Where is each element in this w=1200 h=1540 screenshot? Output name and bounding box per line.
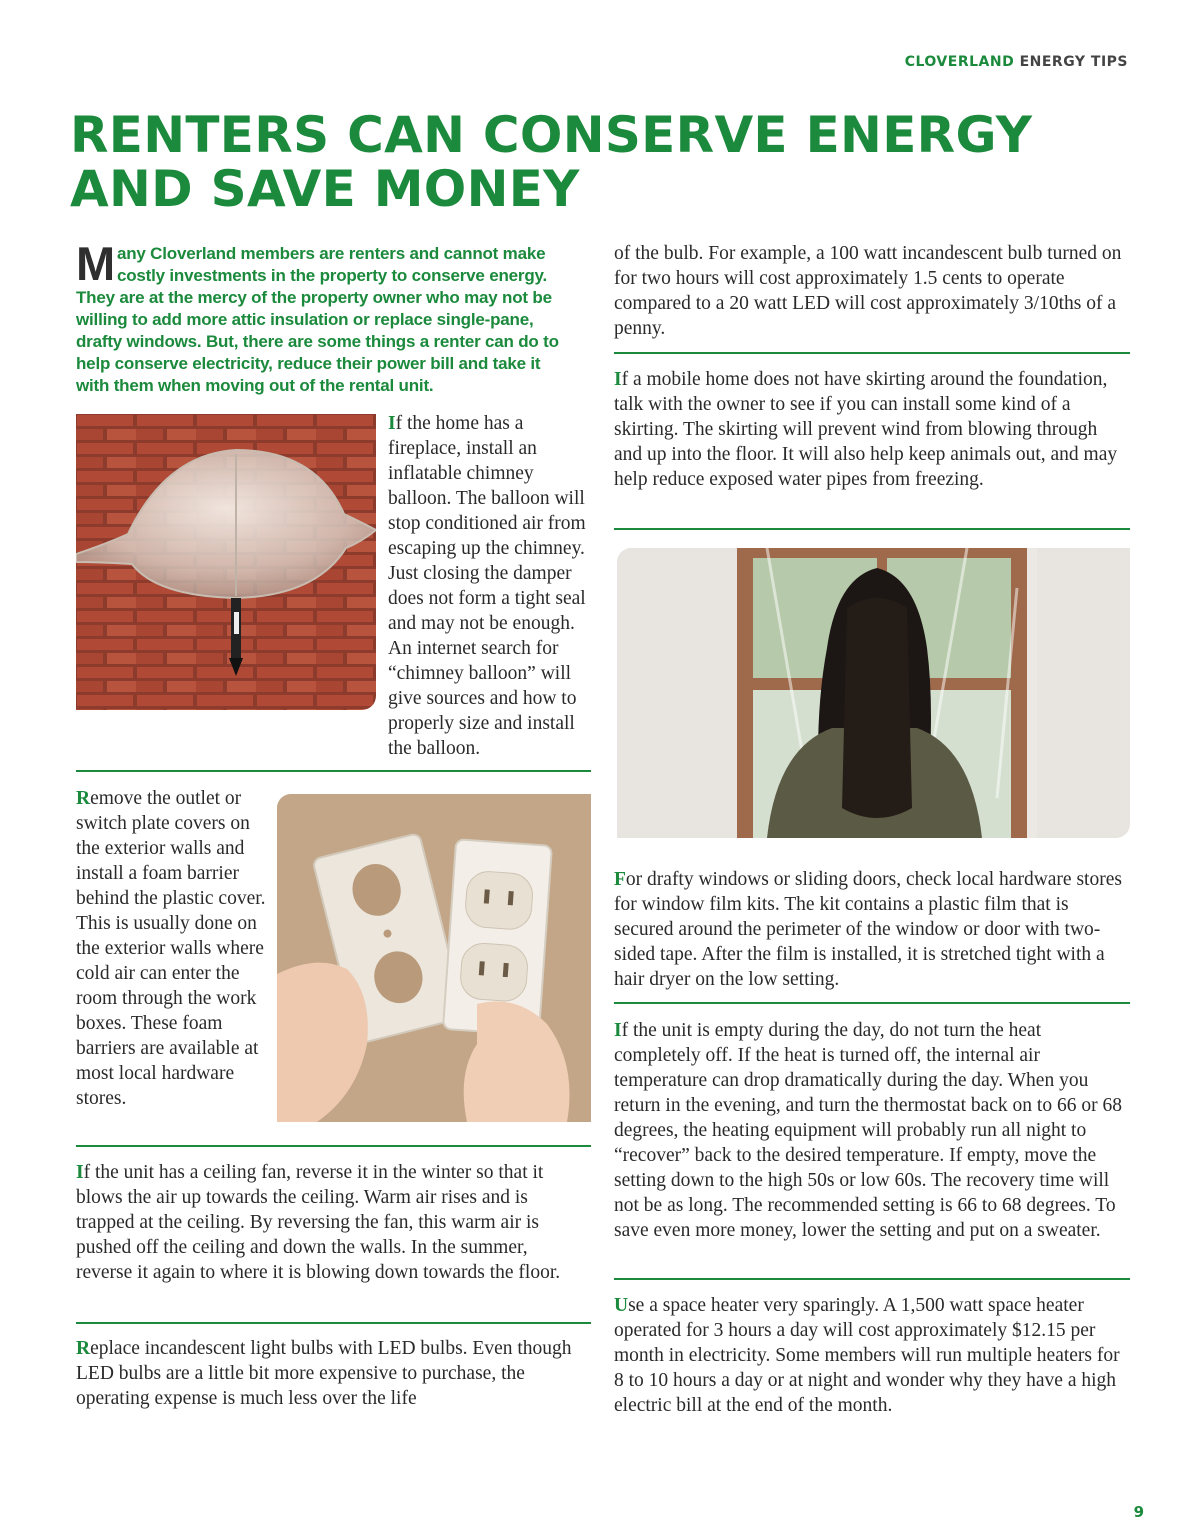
tip-text: se a space heater very sparingly. A 1,500 watt space heater operated for 3 hours a day will cost approximately $12.15 per month in electricity. Some members will run multiple heaters for 8 to 10 hours a day or at night and wonder why they have a high electric bill at the end of the month.: [614, 1295, 1120, 1416]
tip-led-bulbs-continued: [614, 241, 1128, 341]
intro-text: any Cloverland members are renters and cannot make costly investments in the property to conserve energy. They are at the mercy of the property owner who may not be willing to add more attic insulation or replace single-pane, drafty windows. But, there are some things a renter can do to help conserve electricity, reduce their power bill and take it with them when moving out of the rental unit.: [76, 244, 559, 395]
section-label: [905, 54, 1128, 70]
outlet-cover-photo: [277, 794, 591, 1122]
intro-paragraph: [76, 237, 576, 397]
divider: [614, 528, 1130, 530]
divider: [76, 1145, 591, 1147]
tip-text: f a mobile home does not have skirting around the foundation, talk with the owner to see if you can install some kind of a skirting. The skirting will prevent wind from blowing through and up into the floor. It will also help keep animals out, and may help reduce exposed water pipes from freezing.: [614, 369, 1118, 490]
page-title: RENTERS CAN CONSERVE ENERGY AND SAVE MONEY: [70, 106, 1033, 218]
tip-initial: I: [614, 1020, 622, 1041]
divider: [614, 1278, 1130, 1280]
chimney-balloon-photo: [76, 414, 376, 710]
tip-initial: F: [614, 869, 626, 890]
tip-initial: R: [76, 788, 91, 809]
divider: [76, 1322, 591, 1324]
tip-led-bulbs: [76, 1336, 574, 1411]
divider: [76, 770, 591, 772]
tip-text: or drafty windows or sliding doors, check local hardware stores for window film kits. The kit contains a plastic film that is secured around the perimeter of the window or door with two-sided tape. After the film is installed, it is stretched tight with a hair dryer on the low setting.: [614, 869, 1122, 990]
tip-text: of the bulb. For example, a 100 watt incandescent bulb turned on for two hours will cost approximately 1.5 cents to operate compared to a 20 watt LED will cost approximately 3/10ths of a penny.: [614, 243, 1122, 339]
divider: [614, 352, 1130, 354]
tip-chimney-balloon: [388, 411, 594, 761]
tip-mobile-home-skirting: [614, 367, 1128, 492]
tip-text: f the unit is empty during the day, do not turn the heat completely off. If the heat is turned off, the internal air temperature can drop dramatically during the day. When you return in the evening, and turn the thermostat back on to 66 or 68 degrees, the heating equipment will probably run all night to “recover” back to the desired temperature. If empty, move the setting down to the high 50s or low 60s. The recovery time will not be as long. The recommended setting is 66 to 68 degrees. To save even more money, lower the setting and put on a sweater.: [614, 1020, 1122, 1241]
tip-text: f the home has a fireplace, install an inflatable chimney balloon. The balloon will stop conditioned air from escaping up the chimney. Just closing the damper does not form a tight seal and may not be enough. An internet search for “chimney balloon” will give sources and how to properly size and install the balloon.: [388, 413, 586, 759]
tip-window-film: [614, 867, 1128, 992]
divider: [614, 1002, 1130, 1004]
tip-text: eplace incandescent light bulbs with LED bulbs. Even though LED bulbs are a little bit more expensive to purchase, the operating expense is much less over the life: [76, 1338, 572, 1409]
tip-thermostat: [614, 1018, 1128, 1243]
tip-ceiling-fan: [76, 1160, 574, 1285]
tip-initial: R: [76, 1338, 91, 1359]
tip-initial: I: [388, 413, 396, 434]
brand-name: CLOVERLAND: [904, 54, 1015, 70]
tip-initial: I: [614, 369, 622, 390]
tip-initial: I: [76, 1162, 84, 1183]
page-number: 9: [1133, 1503, 1144, 1521]
intro-dropcap: M: [76, 237, 115, 290]
tip-space-heater: [614, 1293, 1128, 1418]
tip-initial: U: [614, 1295, 629, 1316]
tip-text: f the unit has a ceiling fan, reverse it in the winter so that it blows the air up towards the ceiling. Warm air rises and is trapped at the ceiling. By reversing the fan, this warm air is pushed off the ceiling and down the walls. In the summer, reverse it again to where it is blowing down towards the floor.: [76, 1162, 561, 1283]
window-film-photo: [617, 548, 1130, 838]
tip-text: emove the outlet or switch plate covers on the exterior walls and install a foam barrier behind the plastic cover. This is usually done on the exterior walls where cold air can enter the room through the work boxes. These foam barriers are available at most local hardware stores.: [76, 788, 266, 1109]
tip-outlet-foam: [76, 786, 266, 1111]
section-name: ENERGY TIPS: [1019, 54, 1128, 70]
